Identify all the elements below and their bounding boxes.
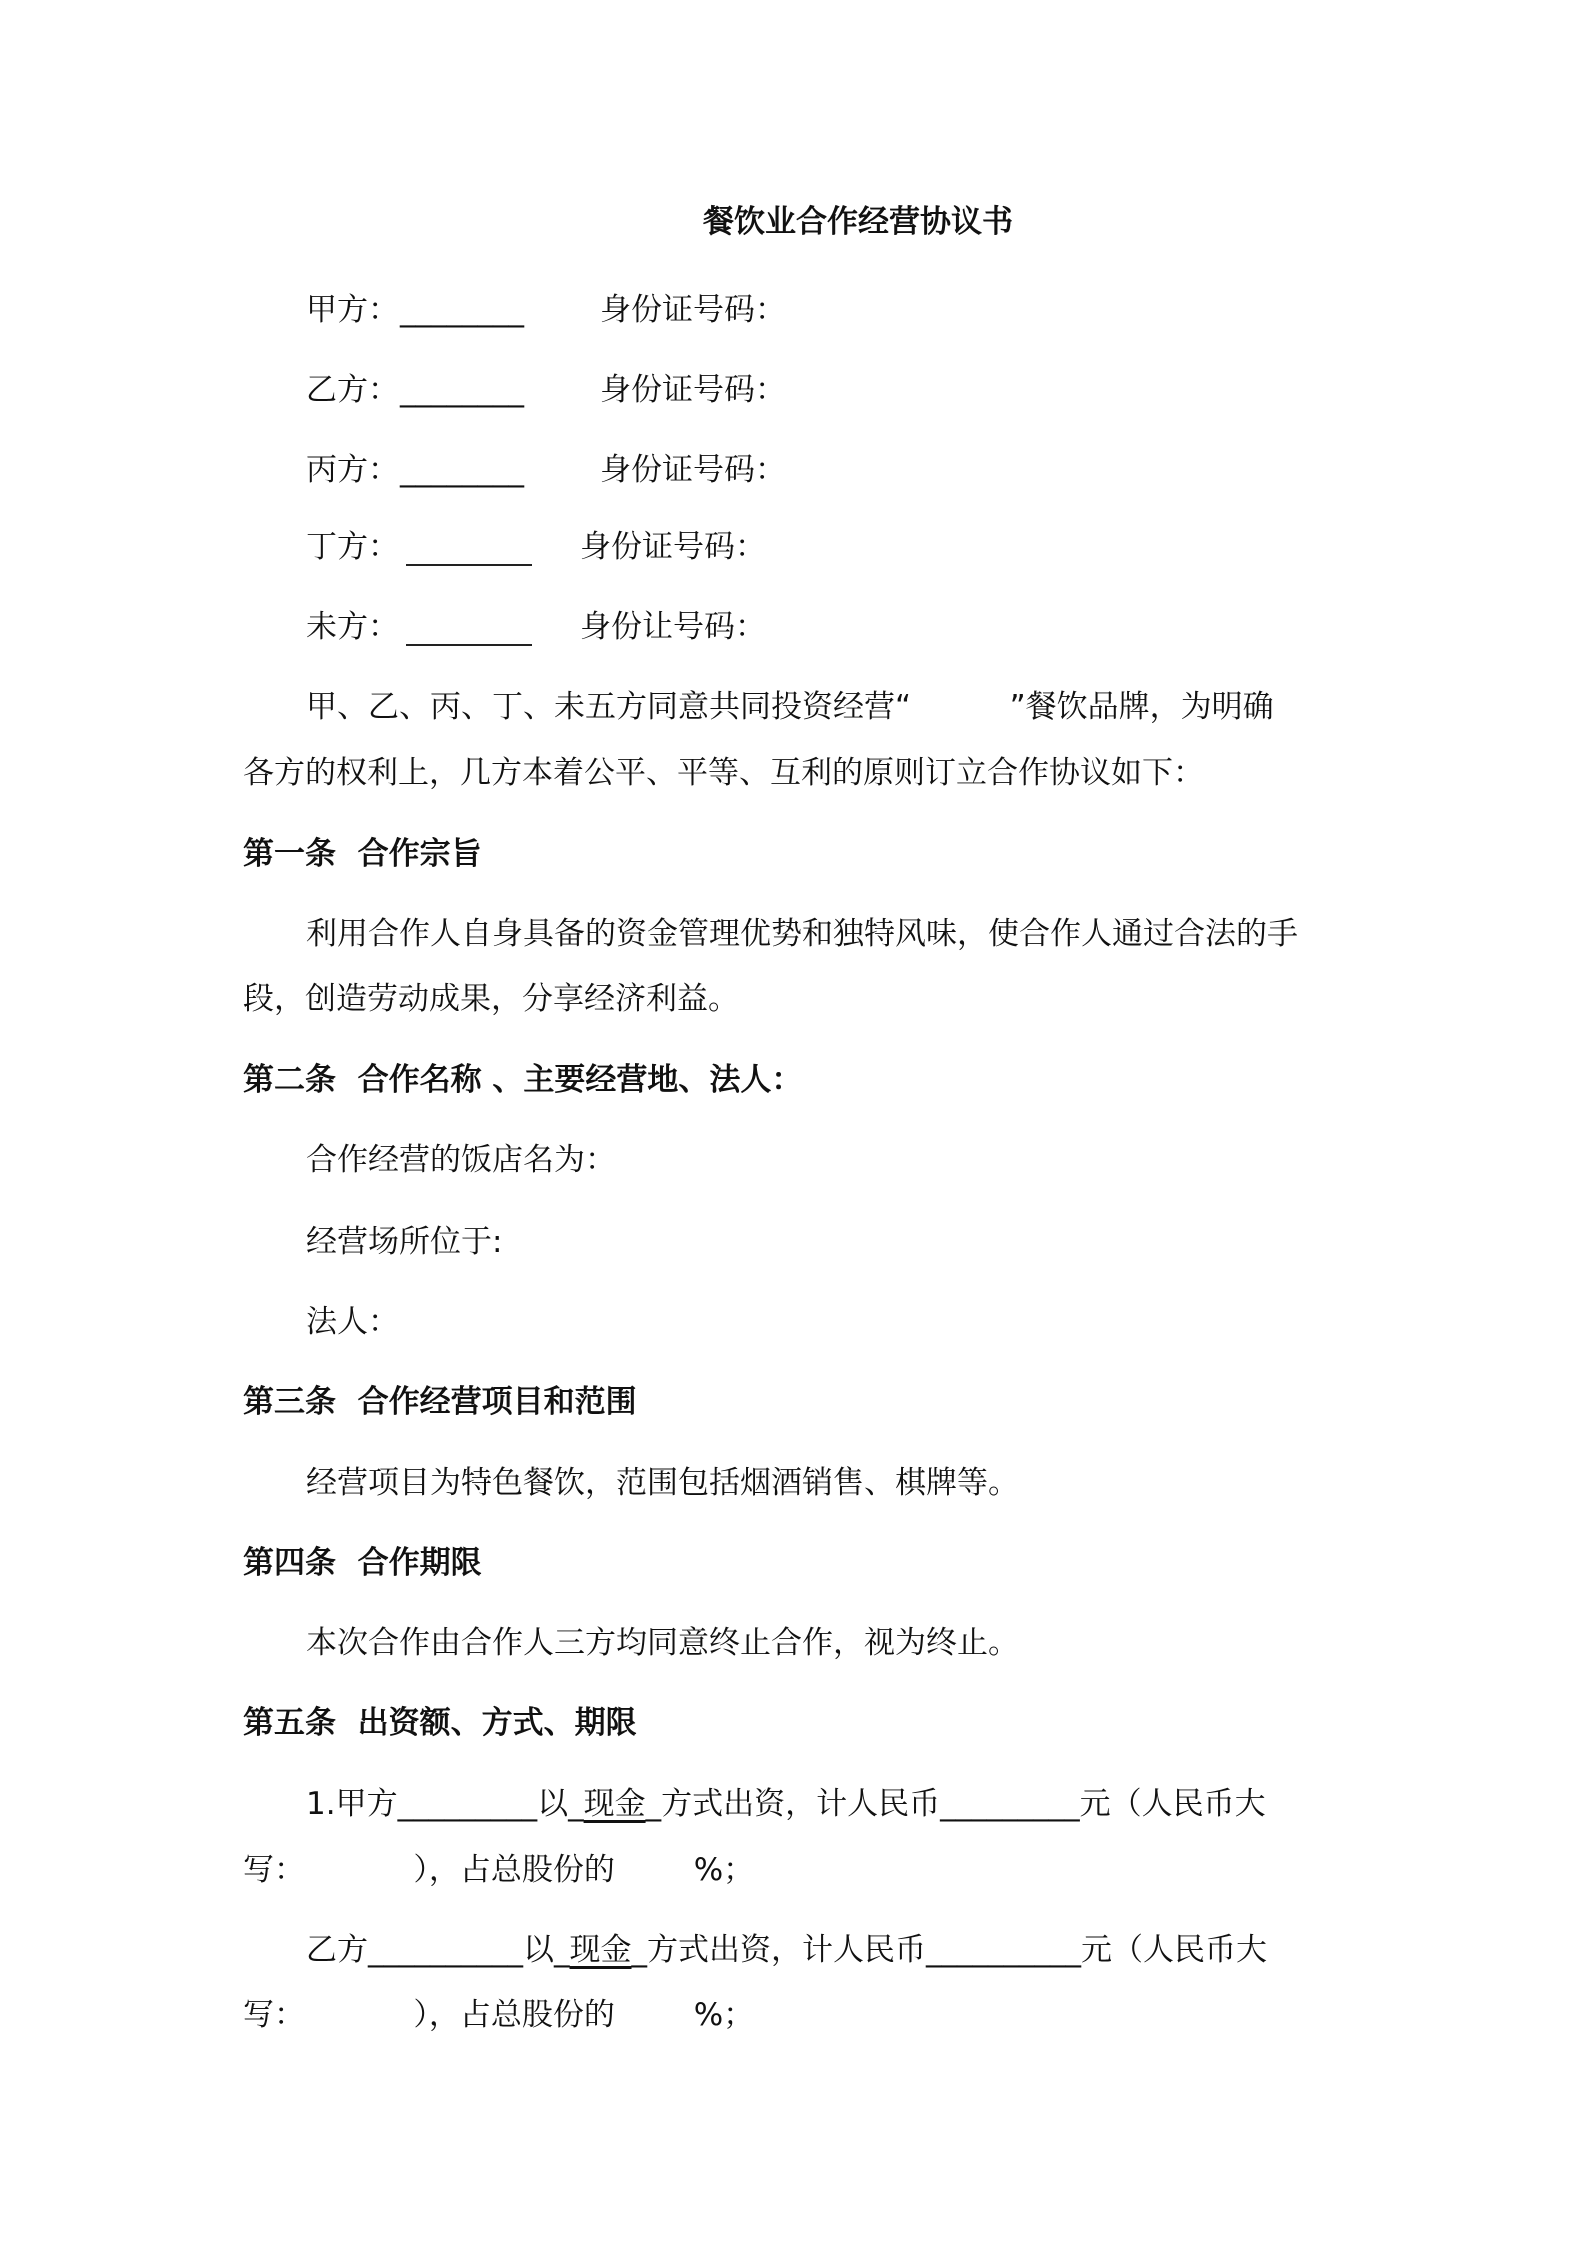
party-ding-id-label: 身份证号码： bbox=[580, 529, 766, 565]
article-5-item-1-line-2: 写： ），占总股份的 %； bbox=[243, 1852, 755, 1888]
article-3-body: 经营项目为特色餐饮，范围包括烟酒销售、棋牌等。 bbox=[306, 1465, 1019, 1501]
item-1-part-c: _元（人民币大 bbox=[1064, 1786, 1266, 1822]
item-2-amount: ______ bbox=[957, 1932, 1050, 1968]
article-2-heading: 第二条 合作名称 、主要经营地、法人： bbox=[243, 1062, 803, 1098]
item-1-part-b: _方式出资，计人民币__ bbox=[645, 1786, 972, 1822]
party-bing-blank: ________ bbox=[400, 452, 524, 488]
article-2-name: 合作经营的饭店名为： bbox=[306, 1142, 616, 1178]
article-1-body-line-1: 利用合作人自身具备的资金管理优势和独特风味，使合作人通过合法的手 bbox=[306, 916, 1298, 952]
article-5-item-1 bbox=[306, 1784, 1266, 1824]
party-bing-label: 丙方： bbox=[306, 452, 399, 488]
party-wei-id-label: 身份让号码： bbox=[580, 609, 766, 645]
intro-line-1: 甲、乙、丙、丁、未五方同意共同投资经营“ ”餐饮品牌，为明确 bbox=[306, 689, 1274, 725]
party-wei-blank-line bbox=[406, 644, 532, 646]
item-2-part-c: __元（人民币大 bbox=[1050, 1932, 1267, 1968]
article-5-item-2-line-2: 写： ），占总股份的 %； bbox=[243, 1997, 755, 2033]
item-1-part-a: 1.甲方_________以_ bbox=[306, 1786, 584, 1822]
article-2-legal: 法人： bbox=[306, 1304, 399, 1340]
party-wei-label: 未方： bbox=[306, 609, 399, 645]
item-1-cash: 现金 bbox=[583, 1786, 646, 1822]
party-jia-label: 甲方： bbox=[306, 292, 399, 328]
article-1-heading: 第一条 合作宗旨 bbox=[243, 836, 482, 872]
article-1-body-line-2: 段，创造劳动成果，分享经济利益。 bbox=[243, 981, 739, 1017]
document-title: 餐饮业合作经营协议书 bbox=[703, 204, 1013, 240]
item-2-part-b: _方式出资，计人民币__ bbox=[631, 1932, 957, 1968]
article-4-body: 本次合作由合作人三方均同意终止合作，视为终止。 bbox=[306, 1625, 1019, 1661]
party-bing-id-label: 身份证号码： bbox=[600, 452, 786, 488]
party-jia-id-label: 身份证号码： bbox=[600, 292, 786, 328]
party-yi-id-label: 身份证号码： bbox=[600, 372, 786, 408]
article-5-item-2 bbox=[306, 1930, 1267, 1970]
party-ding-blank-line bbox=[406, 564, 532, 566]
article-2-location: 经营场所位于: bbox=[306, 1224, 503, 1260]
party-ding-label: 丁方： bbox=[306, 529, 399, 565]
item-2-part-a: 乙方__________以_ bbox=[306, 1932, 570, 1968]
party-yi-label: 乙方： bbox=[306, 372, 399, 408]
intro-line-2: 各方的权利上，几方本着公平、平等、互利的原则订立合作协议如下： bbox=[243, 755, 1204, 791]
article-3-heading: 第三条 合作经营项目和范围 bbox=[243, 1384, 637, 1420]
item-2-cash: 现金 bbox=[569, 1932, 632, 1968]
party-jia-blank: ________ bbox=[400, 292, 524, 328]
article-4-heading: 第四条 合作期限 bbox=[243, 1545, 482, 1581]
item-1-amount: ______ bbox=[971, 1786, 1065, 1822]
party-yi-blank: ________ bbox=[400, 372, 524, 408]
article-5-heading: 第五条 出资额、方式、期限 bbox=[243, 1705, 637, 1741]
